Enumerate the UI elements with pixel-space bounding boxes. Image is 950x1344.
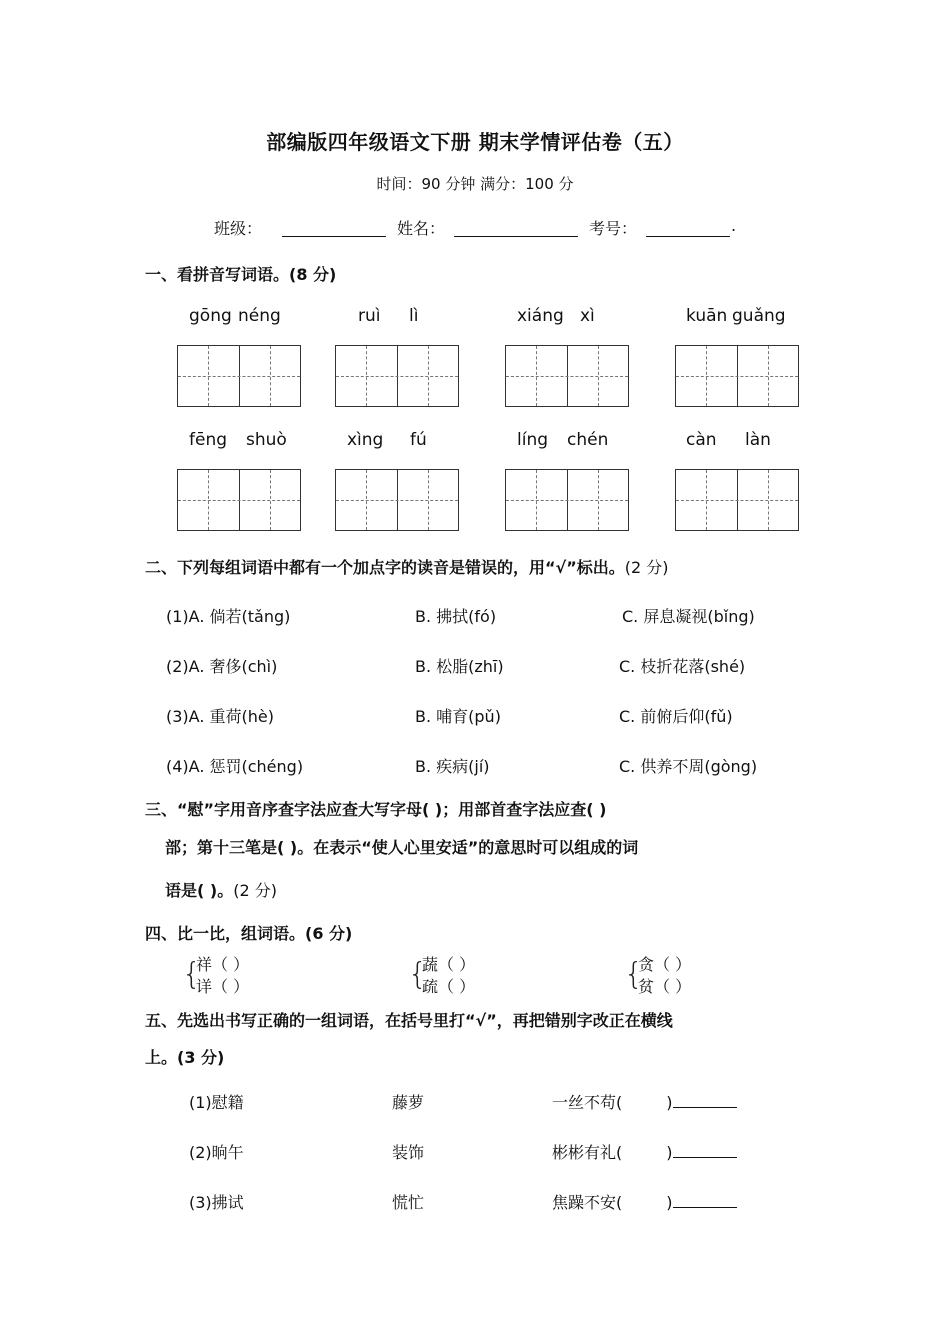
section-3-text: 语是( )。 bbox=[165, 881, 234, 900]
section-3-line-3 bbox=[165, 878, 277, 901]
pinyin-4a: kuān bbox=[686, 306, 728, 326]
writing-grid[interactable] bbox=[675, 345, 799, 407]
correction-blank[interactable] bbox=[673, 1141, 737, 1158]
name-label: 姓名： bbox=[397, 219, 446, 238]
exam-time-score: 时间：90 分钟 满分：100 分 bbox=[376, 175, 574, 193]
q5-2-b: 装饰 bbox=[392, 1143, 425, 1162]
q2-2-c[interactable]: C. 枝折花落(shé) bbox=[619, 657, 746, 676]
q2-1-c[interactable]: C. 屏息凝视(bǐng) bbox=[622, 607, 755, 626]
section-2-heading bbox=[145, 555, 668, 578]
pinyin-1a: gōng bbox=[189, 306, 232, 326]
pinyin-4b: guǎng bbox=[732, 306, 786, 326]
section-3-line-2: 部；第十三笔是( )。在表示“使人心里安适”的意思时可以组成的词 bbox=[165, 838, 639, 857]
q5-3-c-close: ) bbox=[666, 1193, 673, 1212]
writing-grid[interactable] bbox=[335, 345, 459, 407]
group-3-top[interactable]: 贪（ ） bbox=[638, 955, 692, 974]
pinyin-8a: càn bbox=[686, 430, 717, 450]
q5-1-c-text: 一丝不苟( bbox=[552, 1093, 623, 1112]
name-field[interactable] bbox=[454, 218, 578, 237]
writing-grid[interactable] bbox=[505, 469, 629, 531]
q5-2-c-close: ) bbox=[666, 1143, 673, 1162]
q2-3-c[interactable]: C. 前俯后仰(fǔ) bbox=[619, 707, 733, 726]
q5-3-b: 慌忙 bbox=[392, 1193, 425, 1212]
group-1-bottom[interactable]: 详（ ） bbox=[196, 977, 250, 996]
writing-grid[interactable] bbox=[675, 469, 799, 531]
section-2-title: 二、下列每组词语中都有一个加点字的读音是错误的，用“√”标出。 bbox=[145, 558, 625, 577]
brace-icon: { bbox=[182, 957, 202, 992]
pinyin-3a: xiáng bbox=[517, 306, 564, 326]
pinyin-6a: xìng bbox=[347, 430, 384, 450]
pinyin-8b: làn bbox=[745, 430, 771, 450]
pinyin-7a: líng bbox=[517, 430, 549, 450]
correction-blank[interactable] bbox=[673, 1191, 737, 1208]
q2-1-a[interactable]: (1)A. 倘若(tǎng) bbox=[166, 607, 291, 626]
section-1-heading: 一、看拼音写词语。(8 分) bbox=[145, 265, 337, 284]
section-5-line-1: 五、先选出书写正确的一组词语，在括号里打“√”，再把错别字改正在横线 bbox=[145, 1011, 673, 1030]
q5-2-c[interactable] bbox=[552, 1140, 737, 1163]
pinyin-6b: fú bbox=[410, 430, 427, 450]
q5-2-c-text: 彬彬有礼( bbox=[552, 1143, 623, 1162]
q5-3-c-text: 焦躁不安( bbox=[552, 1193, 623, 1212]
brace-icon: { bbox=[624, 957, 644, 992]
number-label: 考号： bbox=[589, 219, 638, 238]
q2-4-a[interactable]: (4)A. 惩罚(chéng) bbox=[166, 757, 304, 776]
pinyin-2b: lì bbox=[409, 306, 419, 326]
section-5-line-2: 上。(3 分) bbox=[145, 1048, 225, 1067]
writing-grid[interactable] bbox=[335, 469, 459, 531]
correction-blank[interactable] bbox=[673, 1091, 737, 1108]
brace-icon: { bbox=[408, 957, 428, 992]
section-2-points: (2 分) bbox=[624, 558, 669, 577]
writing-grid[interactable] bbox=[505, 345, 629, 407]
q2-3-b[interactable]: B. 哺育(pǔ) bbox=[415, 707, 501, 726]
section-4-heading: 四、比一比，组词语。(6 分) bbox=[145, 924, 353, 943]
q5-3-a: (3)拂试 bbox=[189, 1193, 244, 1212]
q2-2-b[interactable]: B. 松脂(zhī) bbox=[415, 657, 504, 676]
q2-1-b[interactable]: B. 拂拭(fó) bbox=[415, 607, 497, 626]
q2-4-c[interactable]: C. 供养不周(gòng) bbox=[619, 757, 758, 776]
q5-3-c[interactable] bbox=[552, 1190, 737, 1213]
info-end-mark: . bbox=[731, 216, 737, 235]
q2-2-a[interactable]: (2)A. 奢侈(chì) bbox=[166, 657, 278, 676]
group-2-top[interactable]: 蔬（ ） bbox=[422, 955, 476, 974]
q5-1-b: 藤萝 bbox=[392, 1093, 425, 1112]
class-field[interactable] bbox=[282, 218, 386, 237]
pinyin-5b: shuò bbox=[246, 430, 287, 450]
page-title: 部编版四年级语文下册 期末学情评估卷（五） bbox=[266, 130, 684, 154]
pinyin-3b: xì bbox=[580, 306, 595, 326]
writing-grid[interactable] bbox=[177, 345, 301, 407]
group-1-top[interactable]: 祥（ ） bbox=[196, 955, 250, 974]
pinyin-1b: néng bbox=[238, 306, 281, 326]
pinyin-7b: chén bbox=[567, 430, 609, 450]
q2-4-b[interactable]: B. 疾病(jí) bbox=[415, 757, 490, 776]
number-field[interactable] bbox=[646, 218, 730, 237]
writing-grid[interactable] bbox=[177, 469, 301, 531]
q5-1-a: (1)慰籍 bbox=[189, 1093, 244, 1112]
section-3-points: (2 分) bbox=[233, 881, 277, 900]
group-3-bottom[interactable]: 贫（ ） bbox=[638, 977, 692, 996]
class-label: 班级： bbox=[214, 219, 263, 238]
q5-1-c-close: ) bbox=[666, 1093, 673, 1112]
pinyin-2a: ruì bbox=[358, 306, 381, 326]
group-2-bottom[interactable]: 疏（ ） bbox=[422, 977, 476, 996]
section-3-line-1: 三、“慰”字用音序查字法应查大写字母( )；用部首查字法应查( ) bbox=[145, 800, 607, 819]
q5-2-a: (2)晌午 bbox=[189, 1143, 244, 1162]
q2-3-a[interactable]: (3)A. 重荷(hè) bbox=[166, 707, 274, 726]
pinyin-5a: fēng bbox=[189, 430, 228, 450]
q5-1-c[interactable] bbox=[552, 1090, 737, 1113]
